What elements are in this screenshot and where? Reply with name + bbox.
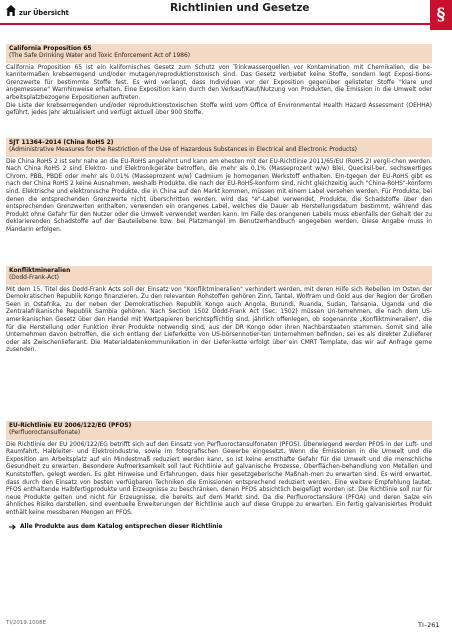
page-title: Richtlinien und Gesetze — [170, 2, 310, 14]
paragraph: Die Liste der krebserregenden und/oder reproduktionstoxischen Stoffe wird vom Office of Environmental Health Hazard Assessment (OEHHA) geführt, jedes Jahr aktualisiert und verfügt aktuell über 900 Stoffe. — [6, 102, 432, 117]
catalog-compliance-link[interactable] — [6, 524, 432, 530]
section-conflict-minerals — [6, 266, 432, 355]
back-link-label: zur Übersicht — [19, 9, 69, 17]
section-title: EU-Richtlinie EU 2006/122/EG (PFOS) — [9, 423, 132, 429]
section-prop65 — [6, 44, 432, 118]
document-code: TI/2019.1008E — [6, 620, 47, 626]
back-to-overview-link[interactable] — [6, 4, 69, 17]
page-number: TI–261 — [418, 621, 440, 629]
section-header — [6, 138, 432, 157]
paragraph: California Proposition 65 ist ein kalifornisches Gesetz zum Schutz von Trinkwasserquellen vor Kontamination mit Chemikalien, die be-kanntermaßen krebserregend und/oder mutagen/reproduktionstoxisch sind. Das Gesetz verbietet keine Stoffe, sondern legt Exposi-tions-Grenzwerte für bestimmte Stoffe fest. Es wird verlangt, dass Individuen vor der Exposition gegenüber gelisteter Stoffe "klare und angemessene" Warnhinweise erhalten. Eine Exposition kann durch den Verkauf/Kauf/Nutzung von Produkten, die Emission in die Umwelt oder arbeitsplatzbezogene Expositionen auftreten. — [6, 64, 432, 101]
section-title: SJT 11364–2014 (China RoHS 2) — [9, 140, 114, 146]
paragraph: Die China RoHS 2 ist sehr nahe an die EU-RoHS angelehnt und kann am ehesten mit der EU-Richtlinie 2011/65/EU (RoHS 2) vergli-chen werden. Nach China RoHS 2 sind Elektro- und Elektronikgeräte betroffen, die mehr als 0,1% (Masseprozent w/w) Blei, Quecksil-ber, sechswertiges Chrom, PBB, PBDE oder mehr als 0,01% (Masseprozent w/w) Cadmium je homogenen Werkstoff enthalten. Ein-tgegen der EU-RoHS gibt es nach der China RoHS 2 keine Ausnahmen, weshalb Produkte, die nach der EU-RoHS-konform sind, nicht gleichzeitig auch "China-RoHS"-konform sind. Elektrische und elektronische Produkte, die in China auf den Markt kommen, müssen mit einem Label versehen werden. Für Produkte, bei denen die entsprechenden Grenzwerte nicht überschritten werden, wird das "e"-Label verwendet. Produkte, die Schadstoffe über den entsprechenden Grenzwerten enthalten, verwenden ein orangenes Label, welches die Dauer ab Herstellungsdatum bestimmt, während das Produkt ohne Gefahr für den Nutzer oder die Umwelt verwendet werden kann. Im Falle des orangenen Labels muss ebenfalls der Gehalt der zu deklarierenden Schadstoffe auf der Bauteilebene bzw. bei Platzmangel im Benutzerhandbuch angegeben werden. Diese Angabe muss in Mandarin erfolgen. — [6, 158, 432, 233]
paragraph: Die Richtlinie der EU 2006/122/EG betrifft sich auf den Einsatz von Perfluoroctansulfonaten (PFOS). Überwiegend werden PFOS in der Luft- und Raumfahrt, Halbleiter- und Elektroindustrie, sowie im fotografischen Gewerbe eingesetzt. Wenn die Emissionen in die Umwelt und die Exposition am Arbeitsplatz auf ein Mindestmaß reduziert werden kann, so ist keine ernsthafte Gefahr für die Umwelt und die menschliche Gesundheit zu erwarten. Besondere Aufmerksamkeit soll laut Richtlinie auf galvanische Prozesse, Oberflächen-behandlung von Metallen und Kunststoffen, gelegt werden. Es gibt Hinweise und Erfahrungen, dass hier gesetzgeberische Maßnah-men zu erwarten sind. Es wird erwartet, dass durch den Einsatz von besten verfügbaren Techniken die Emissionen entsprechend reduziert werden. Eine weitere Empfehlung lautet, PFOS enthaltende Halbfertigprodukte und Erzeugnisse zu beschränken, denen PFOS absichtlich beigefügt worden ist. Die Richtlinie soll nur für neue Produkte gelten und nicht für Erzeugnisse, die bereits auf dem Markt sind. Da die Perfluoroctansäure (PFOA) und deren Salze ein ähnliches Risiko darstellen, sind eventuelle Erweiterungen der Richtlinie auch auf diese Gruppe zu erwarten. Ein fertig galvanisiertes Produkt enthält keine messbaren Mengen an PFOS. — [6, 441, 432, 516]
arrow-right-icon — [9, 524, 16, 530]
section-china-rohs — [6, 138, 432, 234]
section-pfos — [6, 421, 432, 530]
section-subtitle: (The Safe Drinking Water and Toxic Enforcement Act of 1986) — [9, 53, 191, 60]
section-header — [6, 421, 432, 440]
section-badge: § — [430, 0, 452, 30]
section-title: California Proposition 65 — [9, 46, 92, 52]
paragraph: Mit dem 15. Titel des Dodd-Frank Acts soll der Einsatz von "Konfliktmineralien" verhindert werden, mit deren Hilfe sich Rebellen im Osten der Demokratischen Republik Kongo finanzieren. Zu den relevanten Rohstoffen gehören Zinn, Tantal, Wolfram und Gold aus der Region der Großen Seen in Ostafrika, zu der neben der Demokratischen Republik Kongo auch Angola, Burundi, Ruanda, Sudan, Tansania, Uganda und die Zentralafrikanische Republik Sambia gehören. Nach Section 1502 Dodd-Frank Act (Sec. 1502) müssen Un-ternehmen, die nach dem US-amerikanischen Gesetz über den Handel mit Wertpapieren berichtspflichtig sind, jährlich offenlegen, ob sogenannte „Konfliktmineralien", die für die Herstellung oder Funktion ihrer Produkte notwendig sind, aus der DR Kongo oder ihren Nachbarstaaten stammen. Somit sind alle Unternehmen davon betroffen, die sich entlang der Lieferkette von US-börsennotier-ten Unternehmen befinden, sei es als direkter Zulieferer oder als Zwischenlieferant. Die Materialdatenkommunikation in der Liefer-kette erfolgt über ein CMRT Template, das wir auf Anfrage gerne zusenden. — [6, 286, 432, 354]
catalog-link-label: Alle Produkte aus dem Katalog entsprechen dieser Richtlinie — [20, 524, 223, 531]
section-title: Konfliktmineralien — [9, 268, 71, 274]
section-subtitle: (Administrative Measures for the Restriction of the Use of Hazardous Substances in Electrical and Electronic Products) — [9, 147, 357, 154]
section-subtitle: (Perfluoroctansulfonate) — [9, 430, 81, 437]
section-subtitle: (Dodd-Frank-Act) — [9, 275, 59, 282]
section-header — [6, 266, 432, 285]
section-header — [6, 44, 432, 63]
header-rule — [0, 23, 430, 25]
home-icon — [6, 5, 16, 16]
